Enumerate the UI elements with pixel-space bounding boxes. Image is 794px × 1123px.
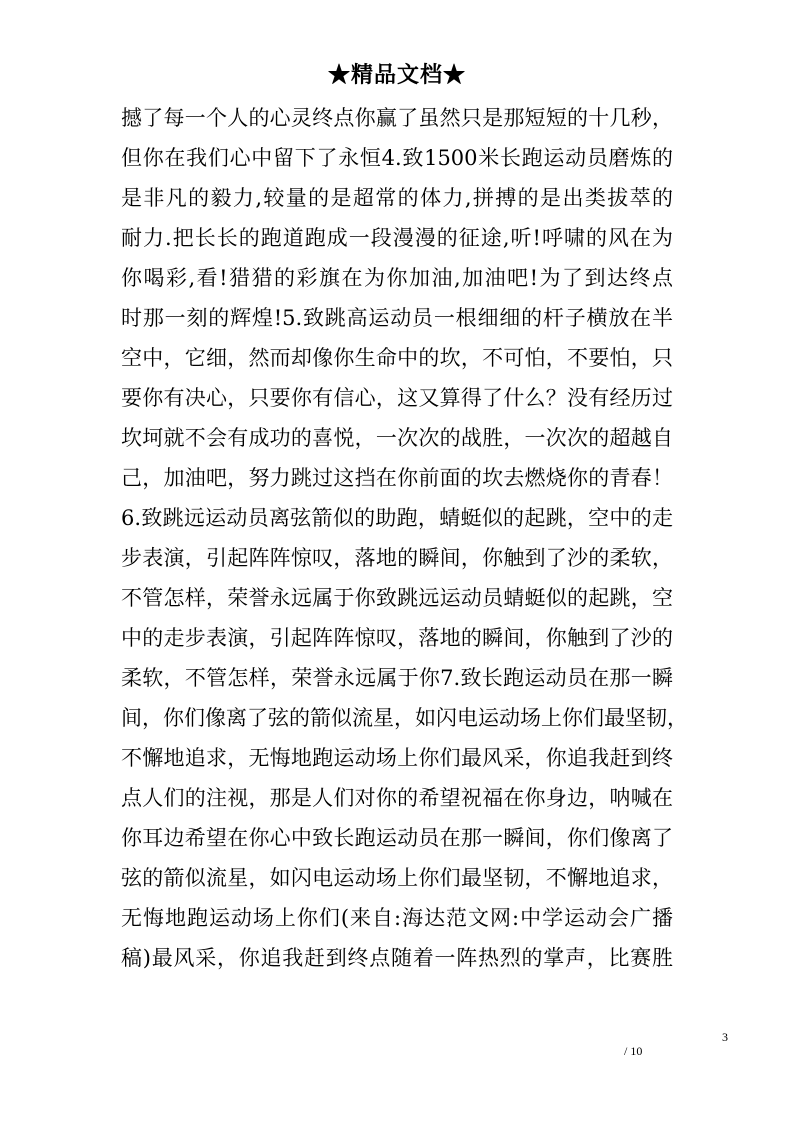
text-line: 己，加油吧，努力跳过这挡在你前面的坎去燃烧你的青春！	[121, 466, 673, 490]
page-total: / 10	[624, 1044, 643, 1058]
text-line: 点人们的注视，那是人们对你的希望祝福在你身边，呐喊在	[121, 786, 673, 810]
text-line: 时那一刻的辉煌!5.致跳高运动员一根细细的杆子横放在半	[121, 306, 673, 330]
text-line: 你喝彩,看!猎猎的彩旗在为你加油,加油吧!为了到达终点	[121, 266, 673, 290]
text-line: 不懈地追求，无悔地跑运动场上你们最风采，你追我赶到终	[121, 746, 673, 770]
text-line: 空中，它细，然而却像你生命中的坎，不可怕，不要怕，只	[121, 346, 673, 370]
page-number: 3	[722, 1030, 728, 1044]
text-line: 你耳边希望在你心中致长跑运动员在那一瞬间，你们像离了	[121, 826, 673, 850]
text-line: 无悔地跑运动场上你们(来自:海达范文网:中学运动会广播	[121, 906, 673, 930]
text-line: 耐力.把长长的跑道跑成一段漫漫的征途,听!呼啸的风在为	[121, 226, 673, 250]
text-line: 是非凡的毅力,较量的是超常的体力,拼搏的是出类拔萃的	[121, 186, 673, 210]
text-line: 要你有决心，只要你有信心，这又算得了什么？没有经历过	[121, 386, 673, 410]
text-line: 但你在我们心中留下了永恒4.致1500米长跑运动员磨炼的	[121, 146, 673, 170]
text-line: 稿)最风采，你追我赶到终点随着一阵热烈的掌声，比赛胜	[121, 946, 673, 970]
text-line: 6.致跳远运动员离弦箭似的助跑，蜻蜓似的起跳，空中的走	[121, 506, 673, 530]
text-line: 坎坷就不会有成功的喜悦，一次次的战胜，一次次的超越自	[121, 426, 673, 450]
text-line: 间，你们像离了弦的箭似流星，如闪电运动场上你们最坚韧，	[121, 706, 688, 730]
text-line: 中的走步表演，引起阵阵惊叹，落地的瞬间，你触到了沙的	[121, 626, 673, 650]
text-line: 弦的箭似流星，如闪电运动场上你们最坚韧，不懈地追求，	[121, 866, 673, 890]
page-header-title: ★精品文档★	[327, 62, 466, 88]
text-line: 柔软，不管怎样，荣誉永远属于你7.致长跑运动员在那一瞬	[121, 666, 673, 690]
text-line: 不管怎样，荣誉永远属于你致跳远运动员蜻蜓似的起跳，空	[121, 586, 673, 610]
text-line: 撼了每一个人的心灵终点你赢了虽然只是那短短的十几秒，	[121, 106, 673, 130]
text-line: 步表演，引起阵阵惊叹，落地的瞬间，你触到了沙的柔软，	[121, 546, 673, 570]
